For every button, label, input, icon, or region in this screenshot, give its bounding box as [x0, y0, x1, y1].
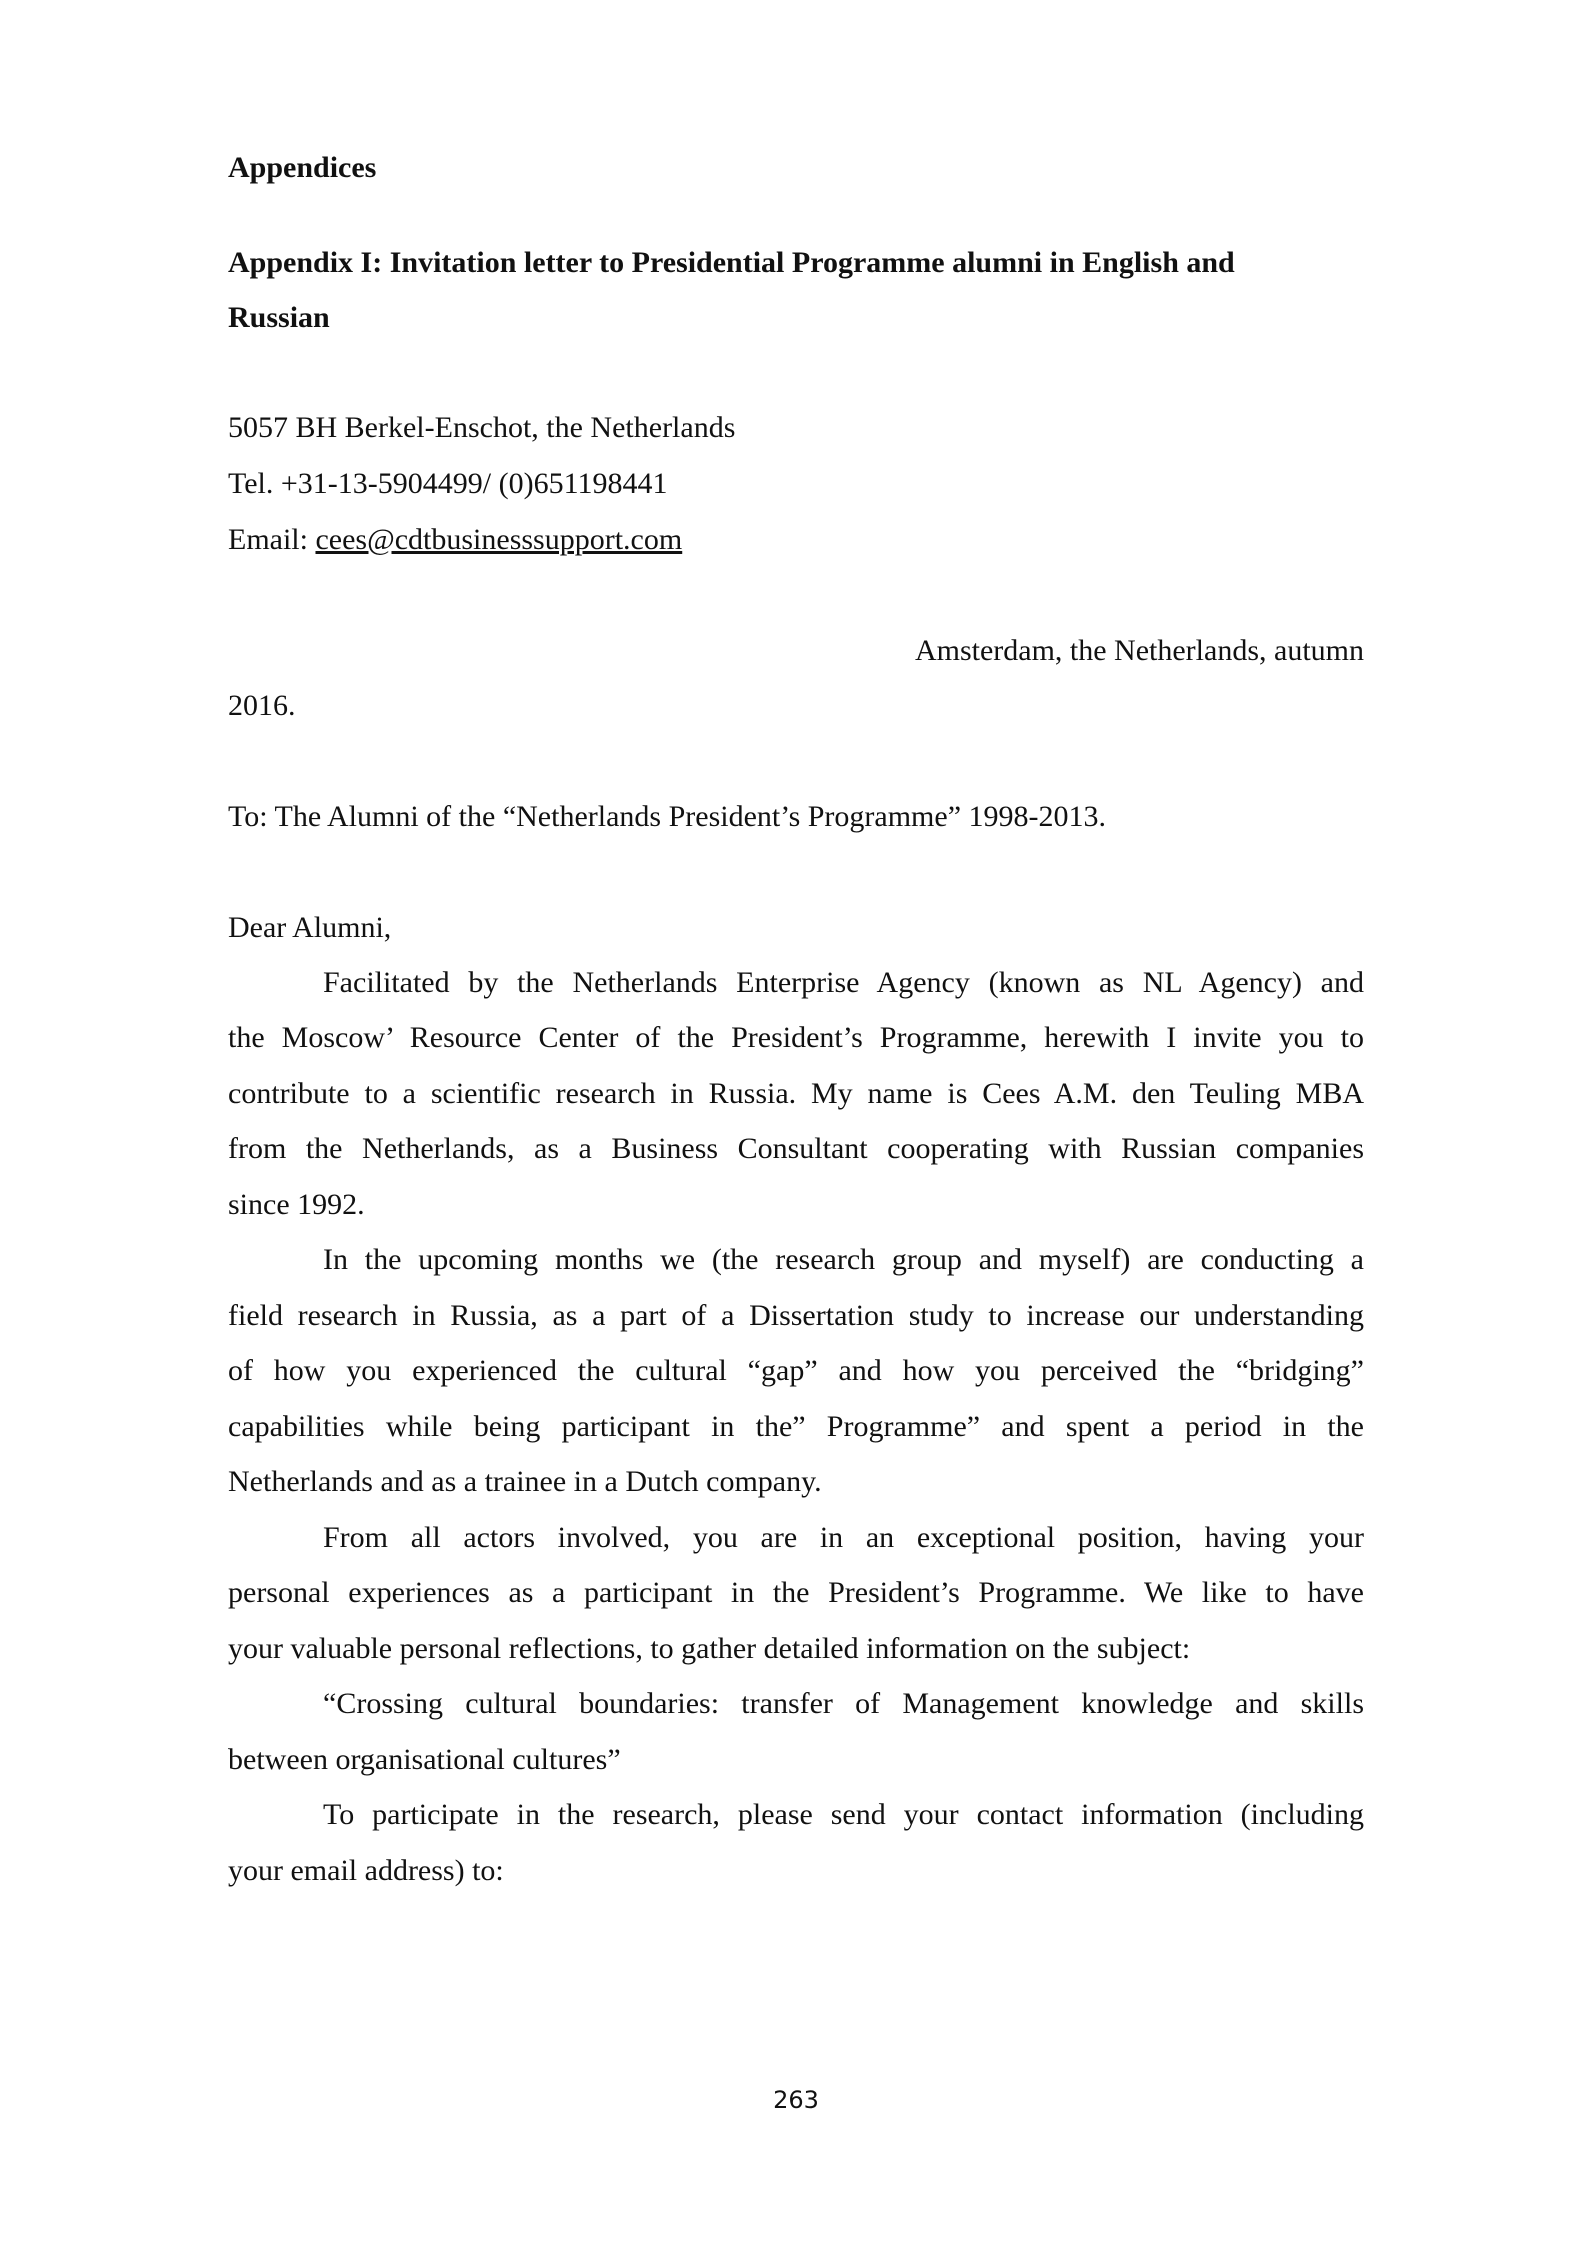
paragraph-2-line-4: capabilities while being participant in the” Programme” and spent a period in the [228, 1410, 1364, 1443]
appendix-title-line-2: Russian [228, 301, 330, 334]
paragraph-2-line-1: In the upcoming months we (the research group and myself) are conducting a [323, 1243, 1364, 1276]
document-page [228, 0, 1364, 2250]
paragraph-5-line-2: your email address) to: [228, 1854, 504, 1887]
email-link[interactable]: cees@cdtbusinesssupport.com [315, 523, 683, 556]
paragraph-1-line-1: Facilitated by the Netherlands Enterprise Agency (known as NL Agency) and [323, 966, 1364, 999]
date-line-2: 2016. [228, 689, 296, 722]
paragraph-3-line-1: From all actors involved, you are in an exceptional position, having your [323, 1521, 1364, 1554]
recipient-line: To: The Alumni of the “Netherlands President’s Programme” 1998-2013. [228, 800, 1107, 833]
email-label: Email: [228, 523, 316, 556]
page-number: 263 [773, 2086, 819, 2114]
paragraph-1-line-2: the Moscow’ Resource Center of the President’s Programme, herewith I invite you to [228, 1021, 1364, 1054]
paragraph-2-line-2: field research in Russia, as a part of a Dissertation study to increase our understanding [228, 1299, 1364, 1332]
paragraph-3-line-3: your valuable personal reflections, to gather detailed information on the subject: [228, 1632, 1191, 1665]
address-line: 5057 BH Berkel-Enschot, the Netherlands [228, 411, 736, 444]
paragraph-5-line-1: To participate in the research, please send your contact information (including [323, 1798, 1364, 1831]
email-line [228, 520, 682, 560]
paragraph-2-line-5: Netherlands and as a trainee in a Dutch company. [228, 1465, 822, 1498]
paragraph-4-line-2: between organisational cultures” [228, 1743, 621, 1776]
paragraph-1-line-3: contribute to a scientific research in Russia. My name is Cees A.M. den Teuling MBA [228, 1077, 1364, 1110]
paragraph-3-line-2: personal experiences as a participant in the President’s Programme. We like to have [228, 1576, 1364, 1609]
paragraph-1-line-4: from the Netherlands, as a Business Consultant cooperating with Russian companies [228, 1132, 1364, 1165]
paragraph-2-line-3: of how you experienced the cultural “gap” and how you perceived the “bridging” [228, 1354, 1364, 1387]
date-line-1: Amsterdam, the Netherlands, autumn [914, 634, 1364, 667]
salutation: Dear Alumni, [228, 911, 392, 944]
phone-line: Tel. +31-13-5904499/ (0)651198441 [228, 467, 668, 500]
appendix-title-line-1: Appendix I: Invitation letter to Presidential Programme alumni in English and [228, 246, 1235, 279]
section-heading: Appendices [228, 151, 377, 184]
paragraph-1-line-5: since 1992. [228, 1188, 365, 1221]
paragraph-4-line-1: “Crossing cultural boundaries: transfer of Management knowledge and skills [323, 1687, 1364, 1720]
